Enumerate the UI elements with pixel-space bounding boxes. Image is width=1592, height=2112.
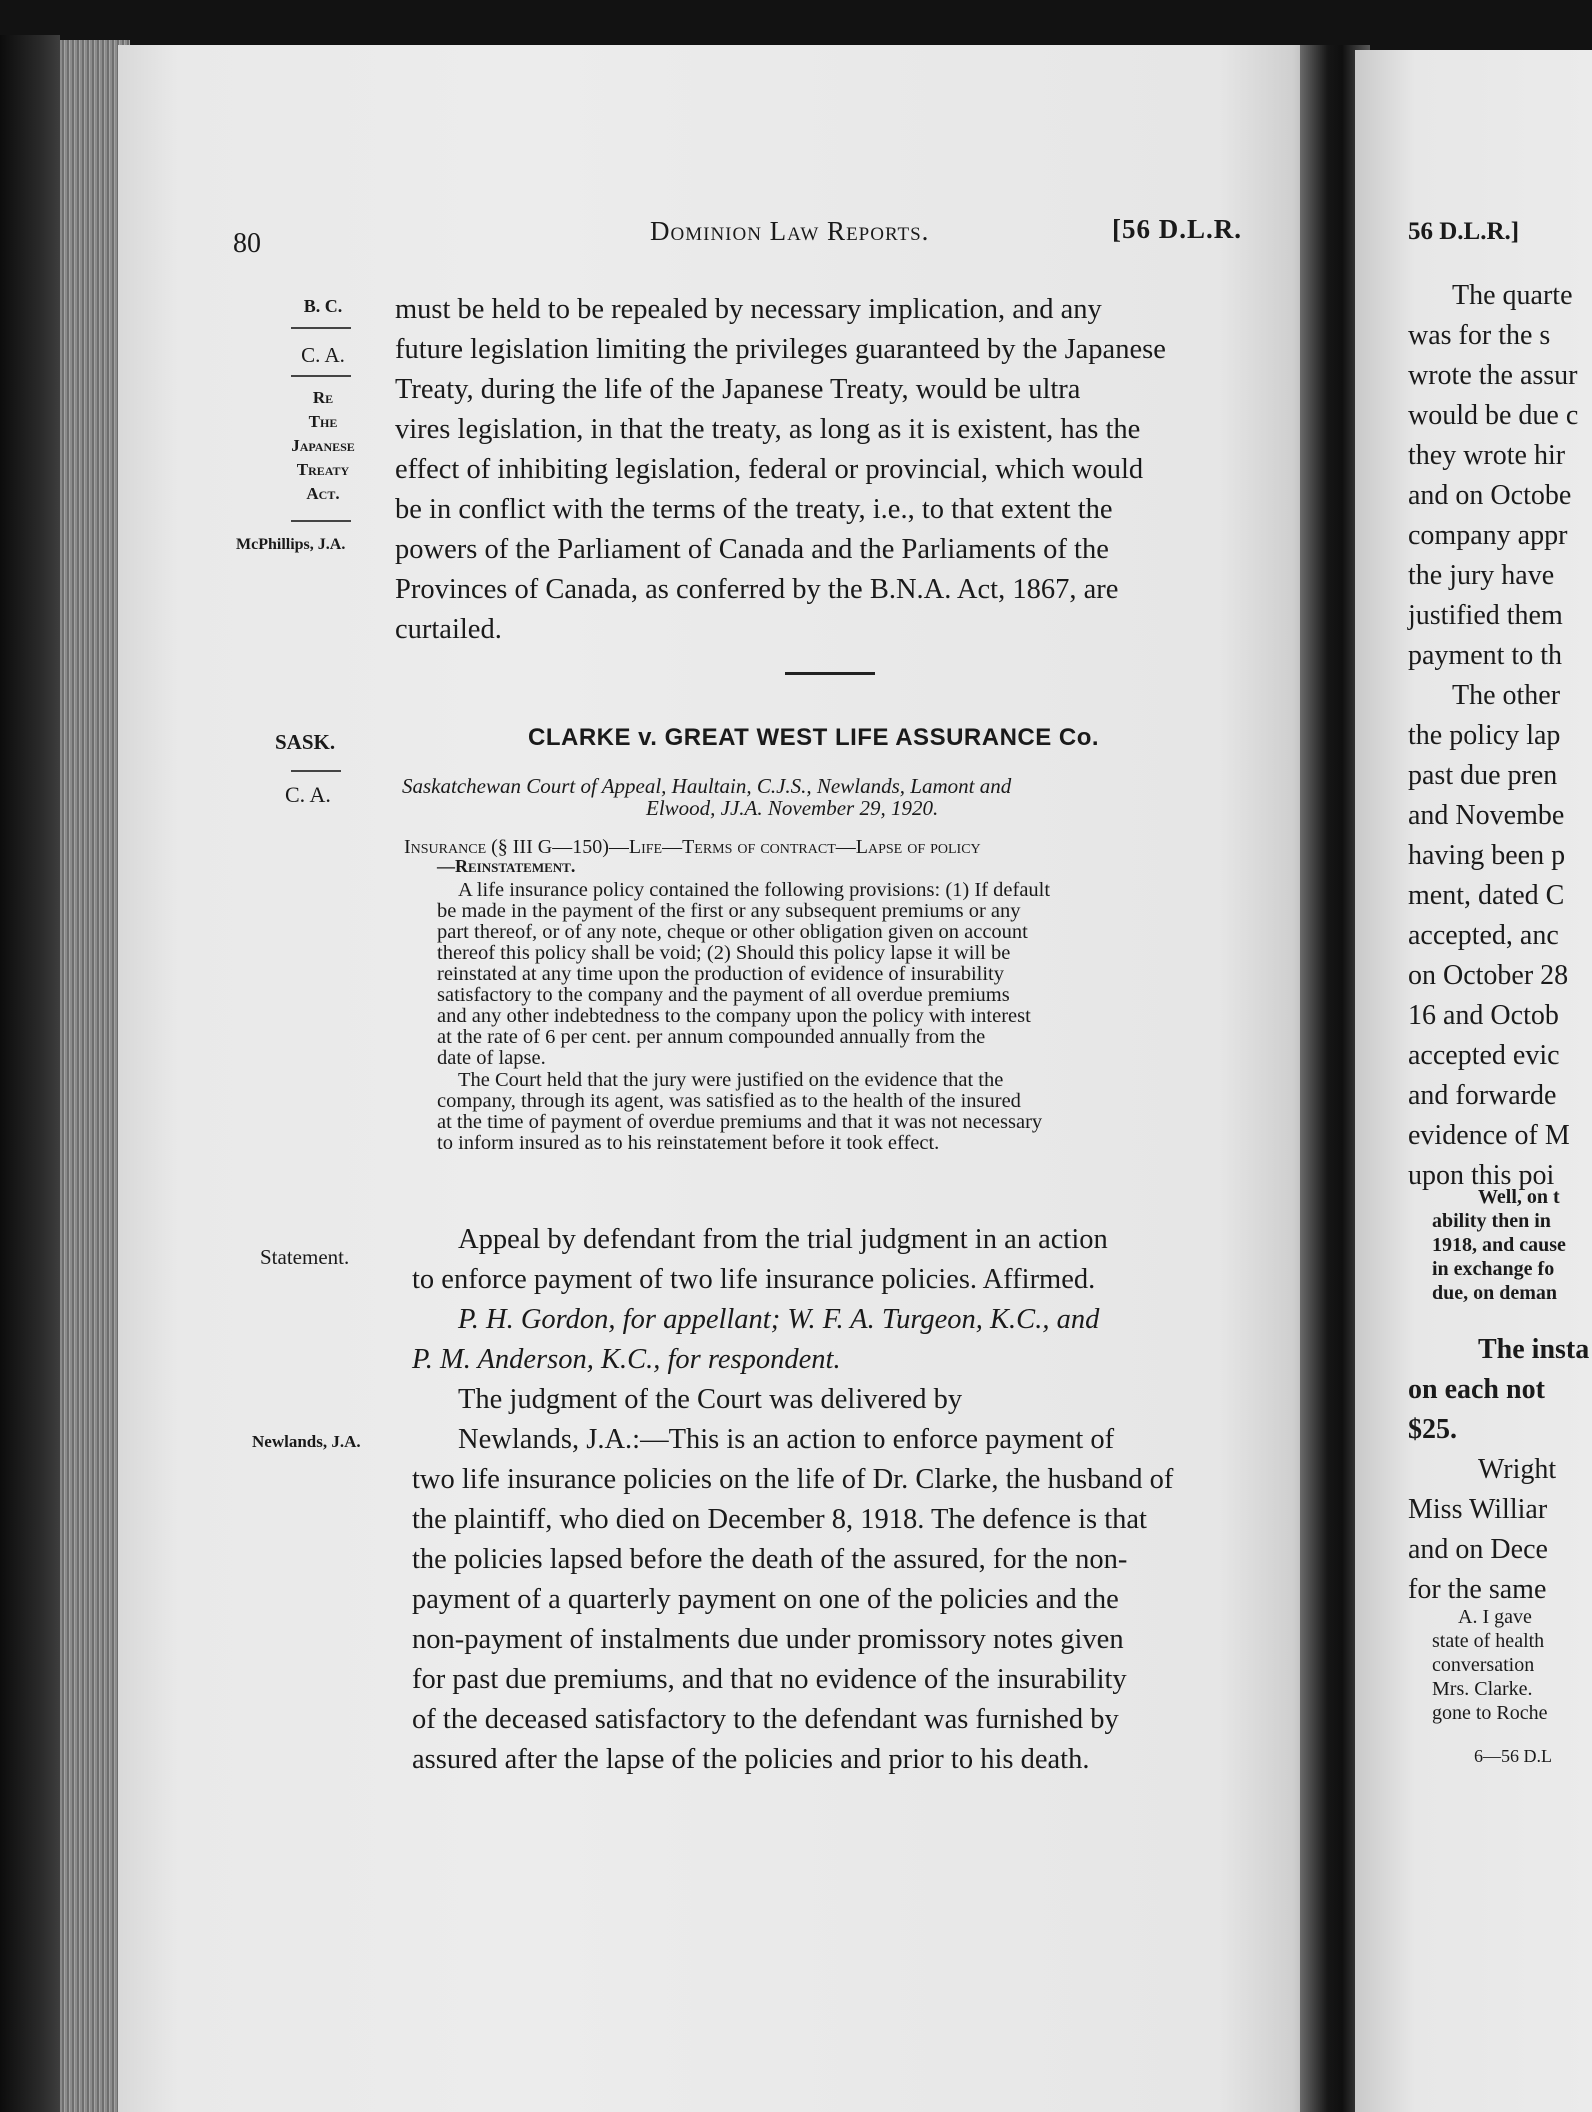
right-text-line: past due pren <box>1408 760 1558 791</box>
right-text-line: the policy lap <box>1408 720 1561 751</box>
right-text-line: for the same <box>1408 1574 1547 1605</box>
margin-rule <box>291 327 351 329</box>
right-text-line: Wright <box>1478 1454 1557 1485</box>
top-edge-shadow <box>0 0 1592 50</box>
text-line: be in conflict with the terms of the treaty, i.e., to that extent the <box>395 494 1113 525</box>
text-line: Provinces of Canada, as conferred by the B.N.A. Act, 1867, are <box>395 574 1119 605</box>
right-text-line: The other <box>1452 680 1561 711</box>
text-line: the policies lapsed before the death of the assured, for the non- <box>412 1544 1128 1575</box>
right-text-line: ment, dated C <box>1408 880 1565 911</box>
syllabus-line: at the rate of 6 per cent. per annum compounded annually from the <box>437 1026 986 1048</box>
text-line: vires legislation, in that the treaty, as long as it is existent, has the <box>395 414 1141 445</box>
right-text-line: evidence of M <box>1408 1120 1570 1151</box>
margin-case-line: The <box>308 412 338 431</box>
right-small-line: Well, on t <box>1478 1186 1560 1208</box>
syllabus-line: at the time of payment of overdue premiums and that it was not necessary <box>437 1111 1043 1133</box>
text-line: must be held to be repealed by necessary implication, and any <box>395 294 1102 325</box>
right-text-line: The quarte <box>1452 280 1573 311</box>
right-text-line: justified them <box>1408 600 1563 631</box>
margin-rule <box>291 520 351 522</box>
right-text-line: and on Dece <box>1408 1534 1548 1565</box>
right-text-line: was for the s <box>1408 320 1551 351</box>
right-small-line: 1918, and cause <box>1432 1234 1566 1256</box>
right-text-line: on each not <box>1408 1374 1545 1405</box>
margin-court-ca: C. A. <box>285 782 331 807</box>
right-small-line: state of health <box>1432 1630 1545 1652</box>
right-page-header: 56 D.L.R.] <box>1408 218 1520 245</box>
appeal-line: Appeal by defendant from the trial judgment in an action <box>458 1224 1108 1255</box>
margin-judge: McPhillips, J.A. <box>236 536 346 553</box>
margin-rule <box>291 375 351 377</box>
headnote-line: Insurance (§ III G—150)—Life—Terms of contract—Lapse of policy <box>404 836 981 858</box>
right-text-line: The insta <box>1478 1334 1590 1365</box>
court-line: Saskatchewan Court of Appeal, Haultain, C.J.S., Newlands, Lamont and <box>402 774 1012 798</box>
syllabus-line: and any other indebtedness to the company upon the policy with interest <box>437 1005 1031 1027</box>
margin-rule <box>291 770 341 772</box>
right-text-line: accepted evic <box>1408 1040 1560 1071</box>
syllabus-line: part thereof, or of any note, cheque or other obligation given on account <box>437 921 1028 943</box>
text-line: Newlands, J.A.:—This is an action to enforce payment of <box>458 1424 1115 1455</box>
margin-court-bc: B. C. <box>303 296 343 316</box>
right-text-line: company appr <box>1408 520 1568 551</box>
syllabus-line: The Court held that the jury were justified on the evidence that the <box>458 1069 1004 1091</box>
first-case-text <box>395 290 1166 650</box>
text-line: of the deceased satisfactory to the defendant was furnished by <box>412 1704 1119 1735</box>
text-line: future legislation limiting the privileges guaranteed by the Japanese <box>395 334 1166 365</box>
delivered-by-line: The judgment of the Court was delivered by <box>458 1384 963 1415</box>
headnote-line: —Reinstatement. <box>437 856 576 876</box>
margin-judge: Newlands, J.A. <box>252 1432 361 1451</box>
syllabus-line: to inform insured as to his reinstatement before it took effect. <box>437 1132 940 1154</box>
right-small-line: ability then in <box>1432 1210 1551 1232</box>
margin-case-line: Re <box>312 388 334 407</box>
margin-case-line: Japanese <box>291 436 355 455</box>
text-line: non-payment of instalments due under promissory notes given <box>412 1624 1124 1655</box>
right-text-line: the jury have <box>1408 560 1555 591</box>
text-line: the plaintiff, who died on December 8, 1918. The defence is that <box>412 1504 1147 1535</box>
book-binding-edge <box>0 35 60 2112</box>
right-footer: 6—56 D.L <box>1474 1746 1552 1766</box>
right-small-line: conversation <box>1432 1654 1535 1676</box>
right-text-line: Miss Williar <box>1408 1494 1548 1525</box>
right-small-line: A. I gave <box>1458 1606 1532 1628</box>
right-text-line: on October 28 <box>1408 960 1569 991</box>
text-line: payment of a quarterly payment on one of the policies and the <box>412 1584 1119 1615</box>
right-text-line: accepted, anc <box>1408 920 1559 951</box>
right-small-line: in exchange fo <box>1432 1258 1555 1280</box>
court-line: Elwood, JJ.A. November 29, 1920. <box>646 796 939 820</box>
section-divider <box>785 672 875 675</box>
right-small-line: Mrs. Clarke. <box>1432 1678 1533 1700</box>
volume-reference: [56 D.L.R. <box>1112 214 1242 244</box>
syllabus-line: thereof this policy shall be void; (2) Should this policy lapse it will be <box>437 942 1011 964</box>
right-text-line: would be due c <box>1408 400 1579 431</box>
right-text-line: $25. <box>1408 1414 1457 1445</box>
right-text-line: 16 and Octob <box>1408 1000 1559 1031</box>
margin-court-ca: C. A. <box>301 343 345 367</box>
syllabus-line: be made in the payment of the first or any subsequent premiums or any <box>437 900 1021 922</box>
judgment-text <box>412 1420 1173 1780</box>
text-line: curtailed. <box>395 614 502 645</box>
counsel-line: P. M. Anderson, K.C., for respondent. <box>412 1344 841 1375</box>
case-title: CLARKE v. GREAT WEST LIFE ASSURANCE Co. <box>528 724 1100 751</box>
margin-court-sask: SASK. <box>275 730 336 754</box>
text-line: two life insurance policies on the life of Dr. Clarke, the husband of <box>412 1464 1174 1495</box>
syllabus-line: satisfactory to the company and the payment of all overdue premiums <box>437 984 1010 1006</box>
right-text-line: and Novembe <box>1408 800 1565 831</box>
right-text-line: having been p <box>1408 840 1566 871</box>
right-text-line: payment to th <box>1408 640 1562 671</box>
text-line: assured after the lapse of the policies and prior to his death. <box>412 1744 1090 1775</box>
text-line: Treaty, during the life of the Japanese Treaty, would be ultra <box>395 374 1081 405</box>
right-text-line: upon this poi <box>1408 1160 1555 1191</box>
right-small-line: gone to Roche <box>1432 1702 1548 1724</box>
right-text-line: they wrote hir <box>1408 440 1566 471</box>
syllabus-line: A life insurance policy contained the following provisions: (1) If default <box>458 879 1051 901</box>
appeal-line: to enforce payment of two life insurance policies. Affirmed. <box>412 1264 1096 1295</box>
text-line: powers of the Parliament of Canada and the Parliaments of the <box>395 534 1109 565</box>
margin-statement: Statement. <box>260 1245 350 1269</box>
right-small-line: due, on deman <box>1432 1282 1558 1304</box>
syllabus-line: company, through its agent, was satisfied as to the health of the insured <box>437 1090 1021 1112</box>
running-title: Dominion Law Reports. <box>650 216 930 246</box>
text-line: for past due premiums, and that no evidence of the insurability <box>412 1664 1127 1695</box>
counsel-line: P. H. Gordon, for appellant; W. F. A. Turgeon, K.C., and <box>458 1304 1100 1335</box>
right-text-line: wrote the assur <box>1408 360 1578 391</box>
right-text-line: and forwarde <box>1408 1080 1557 1111</box>
page-number: 80 <box>233 228 261 259</box>
right-text-line: and on Octobe <box>1408 480 1572 511</box>
margin-case-line: Act. <box>306 484 340 503</box>
text-line: effect of inhibiting legislation, federal or provincial, which would <box>395 454 1144 485</box>
margin-case-line: Treaty <box>296 460 350 479</box>
syllabus-line: reinstated at any time upon the production of evidence of insurability <box>437 963 1005 985</box>
syllabus-line: date of lapse. <box>437 1047 546 1069</box>
